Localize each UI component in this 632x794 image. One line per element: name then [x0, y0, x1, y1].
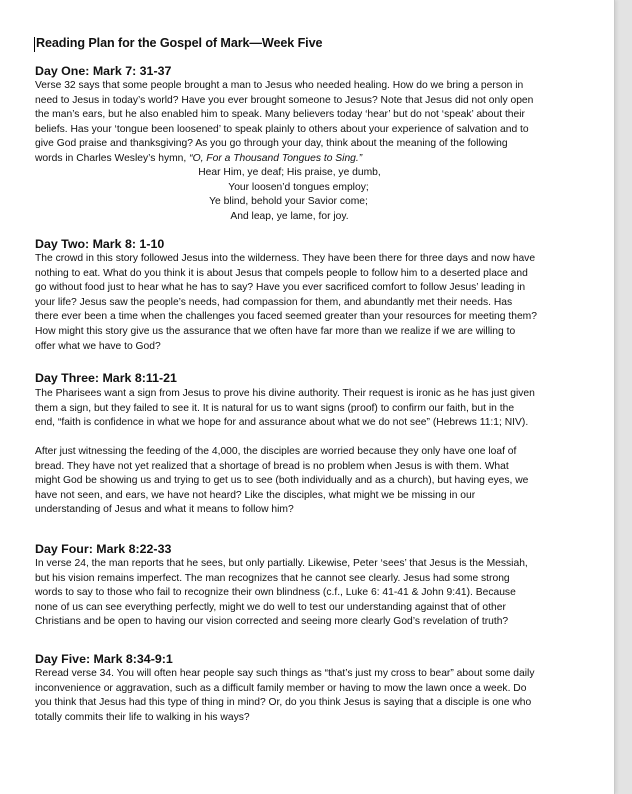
paragraph-line: Verse 32 says that some people brought a man to Jesus who needed healing. How do we bring a person in — [35, 80, 524, 91]
day-two-paragraph — [35, 252, 580, 354]
text-cursor — [34, 37, 35, 52]
paragraph-line: the man’s ears, but he also enabled him to speak. Many believers today ‘hear’ but do not ‘speak’ about their — [35, 109, 525, 121]
paragraph-line: Christians and be open to having our vision corrected and seeing more clearly God’s revelation of truth? — [35, 616, 509, 628]
day-five-paragraph — [35, 667, 580, 725]
paragraph-line: beliefs. Has your ‘tongue been loosened’ to speak plainly to others about your experience of salvation and to — [35, 123, 529, 135]
day-four-heading: Day Four: Mark 8:22-33 — [35, 542, 172, 556]
paragraph-line: you think that Jesus had this type of thing in mind? Or, do you think Jesus is saying that a disciple is one who — [35, 697, 532, 709]
day-three-heading: Day Three: Mark 8:11-21 — [35, 371, 177, 385]
paragraph-line: but his vision remains imperfect. The man recognizes that he cannot see clearly. Jesus had some strong — [35, 572, 510, 584]
hymn-line: And leap, ye lame, for joy. — [230, 210, 349, 222]
paragraph-line: Reread verse 34. You will often hear people say such things as “that’s just my cross to bear” about some daily — [35, 668, 535, 679]
paragraph-line: words to say to those who fail to recognize their own blindness (c.f., Luke 6: 41-41 & John 9:41). Because — [35, 587, 516, 599]
paragraph-line-text: words in Charles Wesley’s hymn, — [35, 152, 190, 164]
hymn-title: “O, For a Thousand Tongues to Sing.” — [189, 152, 363, 164]
hymn-verse — [35, 166, 580, 224]
paragraph-line: offer what we have to God? — [35, 340, 161, 352]
paragraph-line: go without food just to hear what he has to say? Have you ever sacrificed comfort to follow Jesus’ leading in — [35, 282, 526, 294]
paragraph-line: After just witnessing the feeding of the 4,000, the disciples are worried because they only have one loaf of — [35, 446, 517, 457]
hymn-line: Hear Him, ye deaf; His praise, ye dumb, — [198, 167, 381, 178]
day-one-paragraph — [35, 79, 580, 167]
day-two-heading: Day Two: Mark 8: 1-10 — [35, 237, 165, 251]
paragraph-line: give God praise and thanksgiving? As you go through your day, think about the meaning of the following — [35, 138, 508, 150]
paragraph-line: understanding of Jesus and what it means to follow him? — [35, 504, 294, 516]
hymn-line: Your loosen’d tongues employ; — [228, 181, 369, 193]
paragraph-line: nothing to eat. What do you think it is about Jesus that compels people to follow him to a deserted place and — [35, 267, 528, 279]
paragraph-line: The crowd in this story followed Jesus into the wilderness. They have been there for three days and now have — [35, 253, 536, 264]
paragraph-line: The Pharisees want a sign from Jesus to prove his divine authority. Their request is ironic as he has just given — [35, 388, 535, 399]
hymn-line: Ye blind, behold your Savior come; — [209, 196, 368, 208]
paragraph-line: there ever been a time when the challenges you faced seemed greater than your resources for meeting them? — [35, 311, 537, 323]
day-four-paragraph — [35, 557, 580, 630]
paragraph-line: might God be showing us and trying to get us to see (both individually and as a church), but having eyes, we — [35, 475, 529, 487]
paragraph-line: your life? Jesus saw the people’s needs, had compassion for them, and abundantly met their needs. Has — [35, 296, 513, 308]
paragraph-line: bread. They have not yet realized that a shortage of bread is no problem when Jesus is with them. What — [35, 460, 509, 472]
paragraph-line: How might this story give us the assurance that we often have far more than we realize if we are willing to — [35, 325, 516, 337]
day-three-paragraph-2 — [35, 445, 580, 518]
paragraph-line: inconvenience or aggravation, such as a difficult family member or having to mow the lawn once a week. Do — [35, 682, 527, 694]
day-one-heading: Day One: Mark 7: 31-37 — [35, 64, 172, 78]
paragraph-line: In verse 24, the man reports that he sees, but only partially. Likewise, Peter ‘sees’ that Jesus is the Messiah, — [35, 558, 528, 569]
paragraph-line: have not seen, and ears, we have not heard? Like the disciples, what might we be missing in our — [35, 489, 476, 501]
document-title: Reading Plan for the Gospel of Mark—Week Five — [36, 36, 323, 50]
paragraph-line: end, “faith is confidence in what we hope for and assurance about what we do not see” (Hebrews 11:1; NIV). — [35, 417, 529, 429]
paragraph-line — [35, 152, 580, 167]
day-three-paragraph-1 — [35, 387, 580, 431]
paragraph-line: need to Jesus in today’s world? Have you ever brought someone to Jesus? Note that Jesus did not only open — [35, 94, 534, 106]
day-five-heading: Day Five: Mark 8:34-9:1 — [35, 652, 173, 666]
paragraph-line: them a sign, but they failed to see it. It is natural for us to want signs (proof) to confirm our faith, but in the — [35, 402, 515, 414]
paragraph-line: totally commits their life to walking in his ways? — [35, 711, 250, 723]
paragraph-line: none of us can see everything perfectly, might we do well to test our understanding against that of other — [35, 601, 506, 613]
